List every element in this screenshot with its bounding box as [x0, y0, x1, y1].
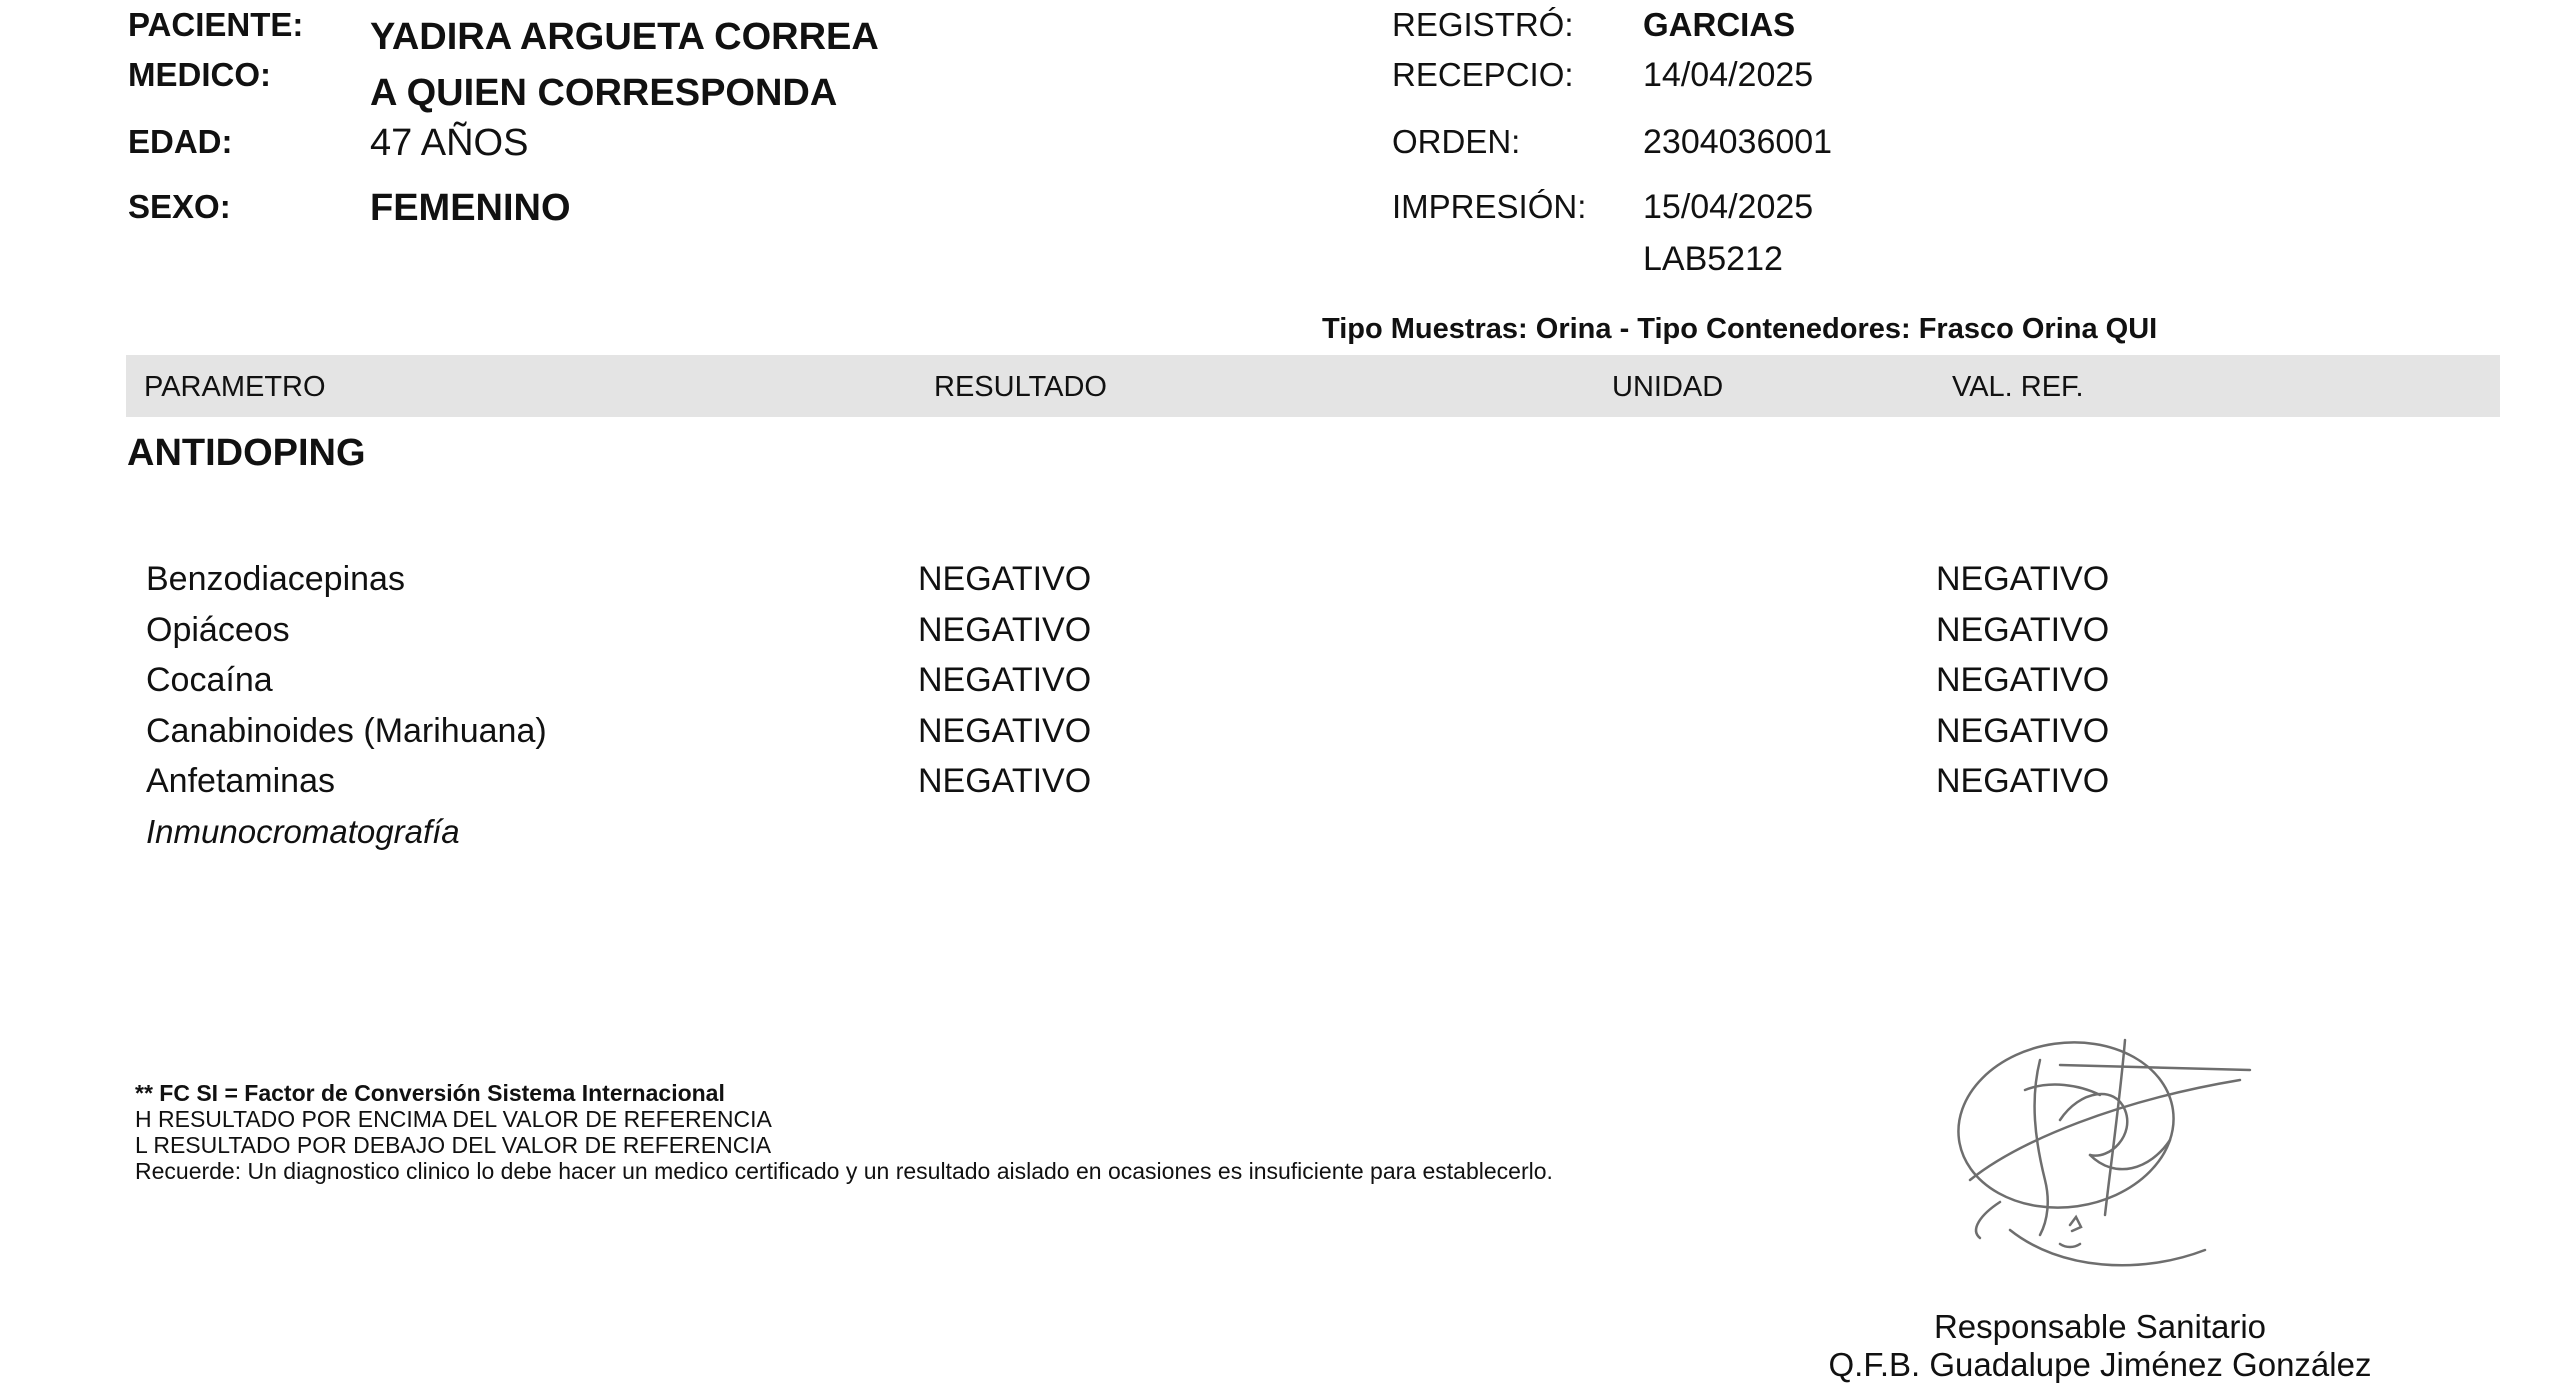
row-parameter: Canabinoides (Marihuana): [146, 712, 547, 750]
row-reference: NEGATIVO: [1936, 560, 2110, 598]
row-parameter: Anfetaminas: [146, 762, 335, 800]
lab-code: LAB5212: [1643, 240, 1783, 278]
row-result: NEGATIVO: [918, 661, 1092, 699]
sex-value: FEMENINO: [370, 187, 571, 229]
column-header-parameter: PARAMETRO: [144, 371, 326, 403]
registered-value: GARCIAS: [1643, 6, 1796, 43]
conversion-factor-note: ** FC SI = Factor de Conversión Sistema Internacional: [135, 1080, 725, 1106]
reception-label: RECEPCIO:: [1392, 56, 1574, 93]
row-parameter: Opiáceos: [146, 611, 290, 649]
order-label: ORDEN:: [1392, 123, 1521, 160]
signature-role: Responsable Sanitario: [1933, 1308, 2267, 1345]
row-reference: NEGATIVO: [1936, 611, 2110, 649]
print-label: IMPRESIÓN:: [1392, 188, 1587, 225]
registered-label: REGISTRÓ:: [1392, 6, 1574, 43]
print-date: 15/04/2025: [1643, 188, 1814, 226]
sample-info: Tipo Muestras: Orina - Tipo Contenedores: Frasco Orina QUI: [1322, 313, 2158, 345]
patient-name: YADIRA ARGUETA CORREA: [370, 16, 879, 58]
order-number: 2304036001: [1643, 123, 1833, 161]
results-table-header: [126, 355, 2500, 417]
row-result: NEGATIVO: [918, 712, 1092, 750]
handwritten-signature: [1940, 1030, 2270, 1290]
signature-name: Q.F.B. Guadalupe Jiménez González: [1828, 1346, 2372, 1383]
row-result: NEGATIVO: [918, 611, 1092, 649]
row-result: NEGATIVO: [918, 560, 1092, 598]
low-result-note: L RESULTADO POR DEBAJO DEL VALOR DE REFERENCIA: [135, 1132, 772, 1158]
column-header-reference: VAL. REF.: [1952, 371, 2084, 403]
age-value: 47 AÑOS: [370, 122, 529, 164]
sex-label: SEXO:: [128, 188, 231, 225]
doctor-name: A QUIEN CORRESPONDA: [370, 72, 838, 114]
disclaimer-note: Recuerde: Un diagnostico clinico lo debe hacer un medico certificado y un resultado aislado en ocasiones es insuficiente para establecerlo.: [135, 1158, 1553, 1184]
reception-date: 14/04/2025: [1643, 56, 1814, 94]
row-parameter: Cocaína: [146, 661, 273, 699]
row-parameter: Benzodiacepinas: [146, 560, 405, 598]
patient-label: PACIENTE:: [128, 6, 304, 43]
column-header-unit: UNIDAD: [1612, 371, 1724, 403]
row-result: NEGATIVO: [918, 762, 1092, 800]
row-reference: NEGATIVO: [1936, 661, 2110, 699]
section-title: ANTIDOPING: [127, 432, 366, 474]
doctor-label: MEDICO:: [128, 56, 271, 93]
row-reference: NEGATIVO: [1936, 762, 2110, 800]
column-header-result: RESULTADO: [934, 371, 1107, 403]
high-result-note: H RESULTADO POR ENCIMA DEL VALOR DE REFERENCIA: [135, 1106, 772, 1132]
row-reference: NEGATIVO: [1936, 712, 2110, 750]
method-note: Inmunocromatografía: [146, 813, 460, 850]
age-label: EDAD:: [128, 123, 233, 160]
